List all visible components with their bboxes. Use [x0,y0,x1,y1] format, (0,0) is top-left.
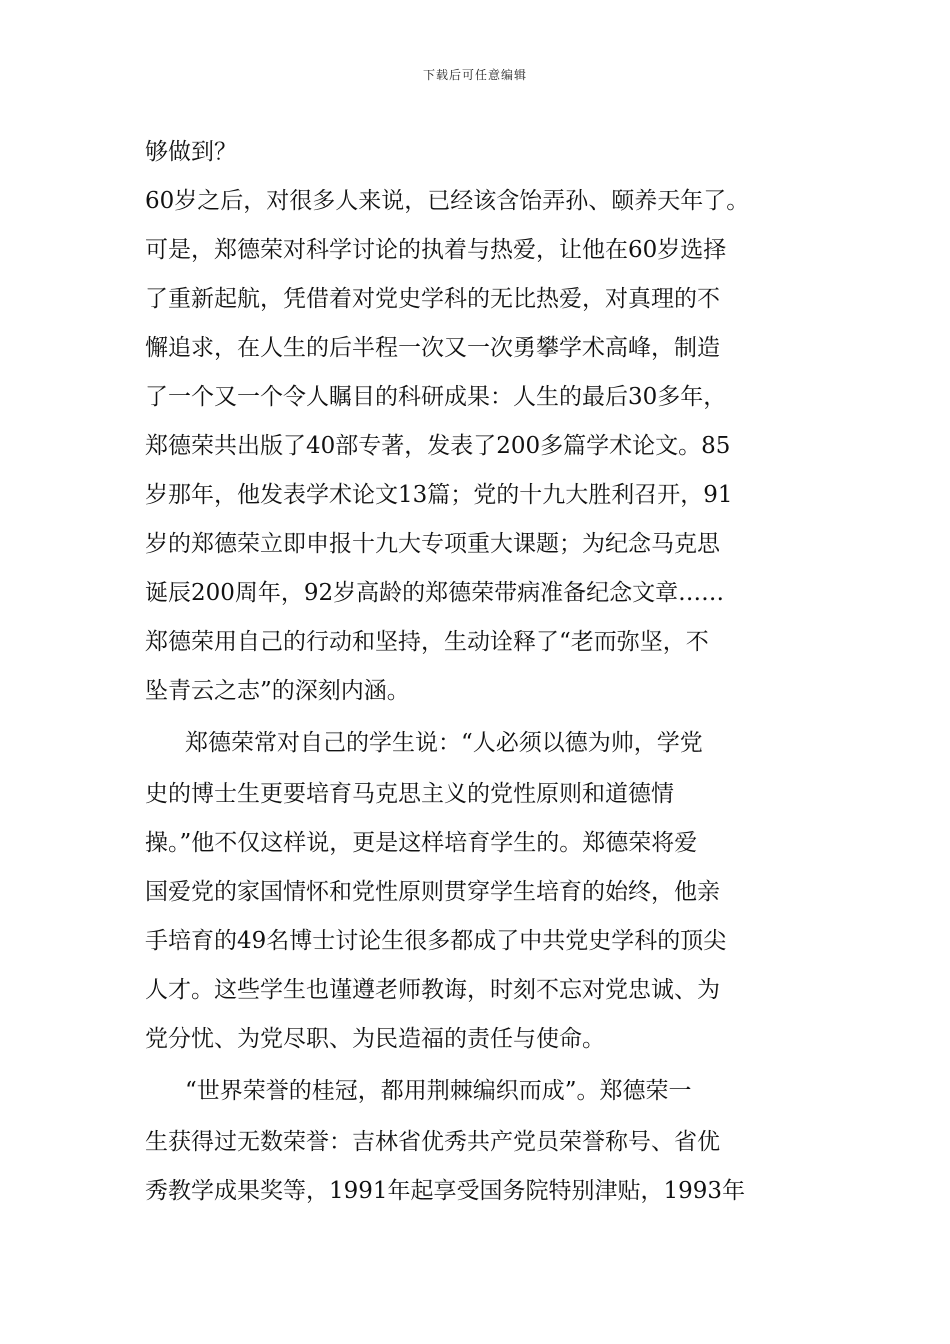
page-header: 下载后可任意编辑 [422,68,527,82]
document-body [145,128,805,1216]
text-line: 60岁之后，对很多人来说，已经该含饴弄孙、颐养天年了。 [145,188,750,214]
text-line: 党分忧、为党尽职、为民造福的责任与使命。 [145,1026,605,1052]
text-line: 郑德荣用自己的行动和坚持，生动诠释了“老而弥坚，不 [145,629,709,655]
text-line: 郑德荣共出版了40部专著，发表了200多篇学术论文。85 [145,433,731,459]
text-line: 了重新起航，凭借着对党史学科的无比热爱，对真理的不 [145,286,720,312]
paragraph-start-line: 郑德荣常对自己的学生说：“人必须以德为帅，学党 [185,730,703,756]
text-line: 岁那年，他发表学术论文13篇；党的十九大胜利召开，91 [145,482,733,508]
paragraph-start-line: “世界荣誉的桂冠，都用荆棘编织而成”。郑德荣一 [185,1078,692,1104]
text-line: 岁的郑德荣立即申报十九大专项重大课题；为纪念马克思 [145,531,720,557]
text-line: 史的博士生更要培育马克思主义的党性原则和道德情 [145,781,674,807]
text-line: 坠青云之志”的深刻内涵。 [145,678,410,704]
text-line: 人才。这些学生也谨遵老师教诲，时刻不忘对党忠诚、为 [145,977,720,1003]
text-line: 了一个又一个令人瞩目的科研成果：人生的最后30多年， [145,384,727,410]
text-line: 生获得过无数荣誉：吉林省优秀共产党员荣誉称号、省优 [145,1129,720,1155]
text-line: 操。”他不仅这样说，更是这样培育学生的。郑德荣将爱 [145,830,698,856]
text-line: 够做到？ [145,139,237,165]
text-line: 可是，郑德荣对科学讨论的执着与热爱，让他在60岁选择 [145,237,727,263]
text-line: 手培育的49名博士讨论生很多都成了中共党史学科的顶尖 [145,928,727,954]
text-line: 国爱党的家国情怀和党性原则贯穿学生培育的始终，他亲 [145,879,720,905]
text-line: 诞辰200周年，92岁高龄的郑德荣带病准备纪念文章…… [145,580,725,606]
text-line: 秀教学成果奖等，1991年起享受国务院特别津贴，1993年 [145,1178,746,1204]
text-line: 懈追求，在人生的后半程一次又一次勇攀学术高峰，制造 [145,335,720,361]
